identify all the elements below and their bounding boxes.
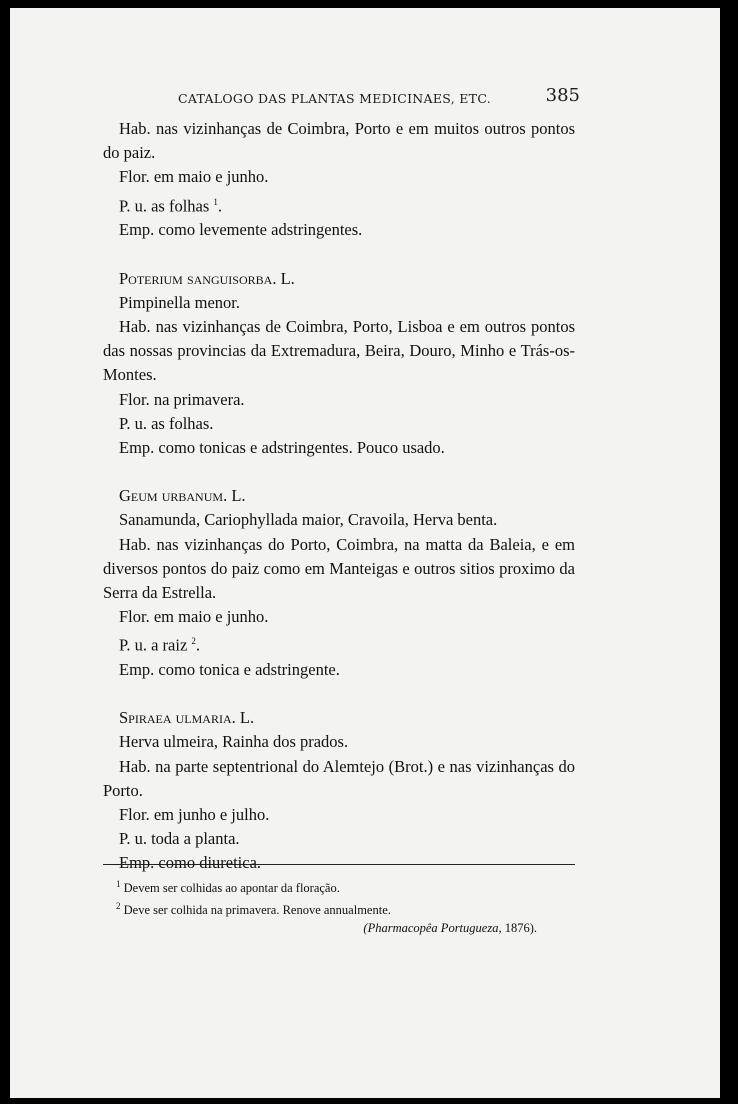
flowering-line: Flor. em junho e julho. xyxy=(119,805,270,825)
species-name: Geum urbanum xyxy=(119,486,224,506)
habitat-line: Hab. nas vizinhanças de Coimbra, Porto, Lisboa e em outros pontos das nossas provincias da Extremadura, Beira, Douro, Minho e Trás-os-Montes. xyxy=(103,316,575,385)
footnote-ref: 2 xyxy=(191,636,196,647)
use-line: Emp. como diuretica. xyxy=(119,853,262,873)
page-number: 385 xyxy=(545,85,580,106)
species-author: L. xyxy=(280,268,295,288)
habitat-line: Hab. na parte septentrional do Alemtejo (Brot.) e nas vizinhanças do Porto. xyxy=(103,756,575,800)
use-line: Emp. como tonicas e adstringentes. Pouco usado. xyxy=(119,437,445,457)
species-author: L. xyxy=(239,708,255,728)
used-part-line: P. u. toda a planta. xyxy=(119,829,240,849)
citation-title: Pharmacopêa Portugueza xyxy=(367,921,499,936)
common-names-line: Pimpinella menor. xyxy=(119,292,240,312)
used-part-line: P. u. as folhas. xyxy=(119,413,214,433)
page-header xyxy=(178,85,590,106)
species-name: Spiraea ulmaria xyxy=(119,708,232,728)
species-name: Poterium sanguisorba xyxy=(119,268,273,288)
species-author: L. xyxy=(231,486,246,506)
common-names-line: Sanamunda, Cariophyllada maior, Cravoila, Herva benta. xyxy=(119,510,498,530)
flowering-line: Flor. em maio e junho. xyxy=(119,167,269,187)
used-part-line: P. u. as folhas $^1$. xyxy=(119,196,223,216)
running-title: CATALOGO DAS PLANTAS MEDICINAES, ETC. xyxy=(178,91,492,106)
use-line: Emp. como tonica e adstringente. xyxy=(119,660,340,680)
common-names-line: Herva ulmeira, Rainha dos prados. xyxy=(119,732,349,752)
use-line: Emp. como levemente adstringentes. xyxy=(119,220,363,240)
flowering-line: Flor. na primavera. xyxy=(119,389,245,409)
citation-year: 1876 xyxy=(504,921,530,936)
species-heading: Geum urbanum. L. xyxy=(119,486,246,506)
footnotes xyxy=(103,864,575,937)
species-heading: Poterium sanguisorba. L. xyxy=(119,268,295,288)
flowering-line: Flor. em maio e junho. xyxy=(119,607,269,627)
citation: (Pharmacopêa Portugueza, 1876). xyxy=(363,921,537,936)
footnote: $^1$ Devem ser colhidas ao apontar da floração. xyxy=(116,879,340,896)
used-part-line: P. u. a raiz $^2$. xyxy=(119,635,201,655)
habitat-line: Hab. nas vizinhanças de Coimbra, Porto e em muitos outros pontos do paiz. xyxy=(103,119,575,163)
species-heading: Spiraea ulmaria. L. xyxy=(119,708,255,728)
footnote: $^2$ Deve ser colhida na primavera. Renove annualmente. xyxy=(116,901,391,918)
page-body xyxy=(103,117,575,876)
habitat-line: Hab. nas vizinhanças do Porto, Coimbra, na matta da Baleia, e em diversos pontos do paiz como em Manteigas e outros sitios proximo da Serra da Estrella. xyxy=(103,534,575,602)
footnote-ref: 1 xyxy=(213,196,218,207)
